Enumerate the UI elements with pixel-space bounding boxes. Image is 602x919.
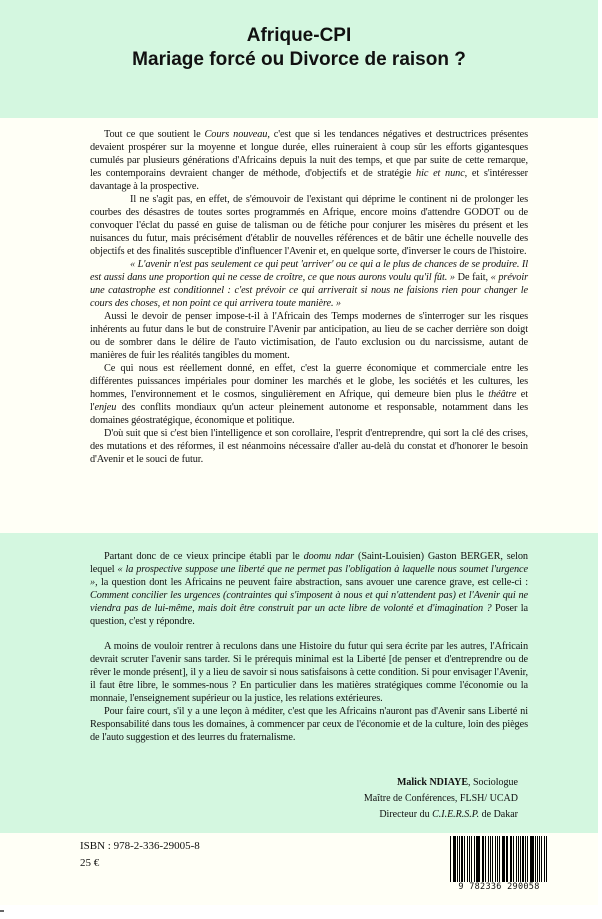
title-line-1: Afrique-CPI	[246, 25, 352, 46]
text: Partant donc de ce vieux principe établi par le	[104, 551, 304, 562]
author-name: Malick NDIAYE	[396, 777, 468, 788]
book-title	[0, 24, 598, 72]
text: , c'est que si les tendances négatives et destructrices présentes devaient prospérer sur la moyenne et longue durée, elles ruineraient à coup sûr les efforts gigantesques cumulés par plusieurs générations d'Africains depuis la nuit des temps, et que par suite de cette remarque, les contemporains devraient changer de méthode, d'objectifs et de stratégie	[90, 129, 528, 179]
barcode-bar	[497, 836, 498, 882]
paragraph	[90, 550, 528, 628]
barcode-bar	[499, 836, 500, 882]
barcode-bar	[544, 836, 545, 882]
paragraph	[90, 128, 528, 193]
author-role: , Sociologue	[468, 777, 518, 788]
barcode-bar	[490, 836, 491, 882]
barcode-bar	[541, 836, 542, 882]
paragraph	[90, 640, 528, 705]
author-position: Maître de Conférences, FLSH/ UCAD	[363, 793, 518, 804]
barcode	[450, 836, 548, 894]
barcode-bar	[469, 836, 470, 882]
text: Il ne s'agit pas, en effet, de s'émouvoir de l'existant qui déprime le continent ni de prolonger les courbes des désastres de toutes sortes programmés en Afrique, encore moins d'attendre GODOT ou de convoquer l'éclat du passé en guise de talisman ou de fétiche pour conjurer les misères du présent et les nuisances du futur, mais précisément d'établir de nouvelles références et de bâtir une échelle nouvelle des objectifs et des finalités susceptible d'influencer l'Avenir et, en quelque sorte, d'inverser le cours de l'histoire.	[90, 194, 528, 257]
barcode-bar	[485, 836, 486, 882]
text: Aussi le devoir de penser impose-t-il à l'Africain des Temps modernes de s'interroger sur les risques inhérents au futur dans le but de construire l'Avenir par anticipation, au lieu de se cacher derrière son doigt ou de sombrer dans le délire de l'auto victimisation, de l'auto exclusion ou du narcissisme, autant de manières de fuir les réalités tangibles du moment.	[90, 311, 528, 361]
text: De fait,	[454, 272, 491, 283]
author-org: C.I.E.R.S.P.	[432, 809, 480, 820]
isbn: ISBN : 978-2-336-29005-8	[80, 840, 200, 852]
text: Ce qui nous est réellement donné, en effet, c'est la guerre économique et commerciale entre les différentes puissances impériales pour dominer les marchés et le globe, les sociétés et les cultures, les hommes, l'environnement et le cosmos, singulièrement en Afrique, qui demeure bien plus le	[90, 363, 528, 400]
barcode-bar	[454, 836, 455, 882]
italic-text: théâtre	[488, 389, 517, 400]
edge-mark	[0, 910, 4, 912]
text: , et s'intéresser davantage à la prospective.	[90, 168, 528, 192]
barcode-bar	[539, 836, 540, 882]
barcode-bar	[482, 836, 483, 882]
barcode-bar	[510, 836, 511, 882]
barcode-bar	[535, 836, 536, 882]
italic-text: hic et nunc	[416, 168, 465, 179]
barcode-bar	[450, 836, 451, 882]
paragraph	[90, 705, 528, 744]
barcode-bar	[492, 836, 493, 882]
barcode-bar	[537, 836, 538, 882]
author-signature	[364, 775, 518, 823]
paragraph	[90, 427, 528, 466]
barcode-bar	[516, 836, 517, 882]
italic-text: « la prospective suppose une liberté que ne permet pas l'obligation à laquelle nous soumet l'urgence »	[90, 564, 528, 588]
text: (Saint-Louisien) Gaston BERGER, selon lequel	[90, 551, 528, 575]
barcode-bar	[471, 836, 472, 882]
barcode-bar	[495, 836, 496, 882]
title-line-2: Mariage forcé ou Divorce de raison ?	[132, 49, 466, 70]
barcode-bars	[450, 836, 548, 882]
text: et l'	[90, 389, 528, 413]
barcode-bar	[467, 836, 468, 882]
italic-text: enjeu	[94, 402, 117, 413]
italic-text: « L'avenir n'est pas seulement ce qui peut 'arriver' ou ce qui a le plus de chances de se produire. Il est aussi dans une proportion qui ne cesse de croître, ce que nous aurons voulu qu'il fût. »	[90, 259, 528, 283]
title-band	[0, 0, 598, 118]
text: Pour faire court, s'il y a une leçon à méditer, c'est que les Africains n'auront pas d'Avenir sans Liberté ni Responsabilité dans tous les domaines, à commencer par ceux de l'économie et de la culture, loin des pièges de l'auto suggestion et des leurres du fraternalisme.	[90, 706, 528, 743]
barcode-bar	[474, 836, 475, 882]
barcode-bar	[530, 836, 531, 882]
barcode-bar	[522, 836, 523, 882]
author-title-pre: Directeur du	[379, 809, 433, 820]
blurb-section-1	[90, 128, 528, 466]
barcode-bar	[503, 836, 504, 882]
barcode-bar	[453, 836, 454, 882]
barcode-bar	[506, 836, 508, 882]
barcode-bar	[477, 836, 479, 882]
barcode-bar	[513, 836, 514, 882]
paragraph	[90, 310, 528, 362]
italic-text: Cours nouveau	[204, 129, 268, 140]
barcode-bar	[525, 836, 526, 882]
text: des conflits mondiaux qu'un acteur pleinement autonome et responsable, notamment dans les domaines géostratégique, économique et politique.	[90, 402, 528, 426]
paragraph	[90, 193, 528, 258]
barcode-bar	[483, 836, 484, 882]
barcode-bar	[531, 836, 533, 882]
paragraph	[90, 362, 528, 427]
text: Poser la question, c'est y répondre.	[90, 603, 529, 627]
barcode-bar	[488, 836, 489, 882]
barcode-bar	[520, 836, 521, 882]
barcode-bar	[464, 836, 465, 882]
text: A moins de vouloir rentrer à reculons dans une Histoire du futur qui sera écrite par les autres, l'Africain devrait scruter l'avenir sans tarder. Si le prérequis minimal est la Liberté [de penser et d'entreprendre ou de rêver le monde présent], il y a lieu de savoir si nous satisfaisons à cette condition. Si pour envisager l'Avenir, il faut être libre, le sommes-nous ? En particulier dans les matières stratégiques comme l'économie ou la monnaie, l'enseignement supérieur ou la justice, les relations extérieures.	[90, 641, 528, 704]
barcode-bar	[527, 836, 528, 882]
barcode-bar	[459, 836, 460, 882]
italic-text: « prévoir une catastrophe est conditionnel : c'est prévoir ce qui arriverait si nous ne faisions rien pour changer le cours des choses, et non point ce qui arrivera toute manière. »	[90, 272, 528, 309]
barcode-bar	[461, 836, 463, 882]
text: D'où suit que si c'est bien l'intelligence et son corollaire, l'esprit d'entreprendre, qui sort la clé des crises, des mutations et des réformes, il est néanmoins nécessaire d'aller au-delà du constat et d'honorer le besoin d'Avenir et le souci de futur.	[90, 428, 528, 465]
barcode-bar	[546, 836, 547, 882]
isbn-block	[80, 838, 200, 872]
paragraph	[90, 258, 528, 310]
barcode-bar	[457, 836, 458, 882]
barcode-bar	[518, 836, 519, 882]
barcode-bar	[502, 836, 503, 882]
text: Tout ce que soutient le	[104, 129, 205, 140]
price: 25 €	[80, 857, 100, 869]
barcode-number: 9 782336 290058	[458, 882, 540, 892]
blurb-section-2	[90, 550, 528, 744]
author-title-post: de Dakar	[479, 809, 518, 820]
italic-text: Comment concilier les urgences (contraintes qui s'imposent à nous et qui n'attendent pas) et l'Avenir qui ne viendra pas de lui-même, mais doit être construit par un acte libre de volonté et d'imagination ?	[90, 590, 528, 614]
barcode-bar	[511, 836, 512, 882]
italic-text: doomu ndar	[303, 551, 355, 562]
barcode-bar	[476, 836, 477, 882]
text: , la question dont les Africains ne peuvent faire abstraction, sans avouer une carence grave, est celle-ci :	[95, 577, 528, 588]
